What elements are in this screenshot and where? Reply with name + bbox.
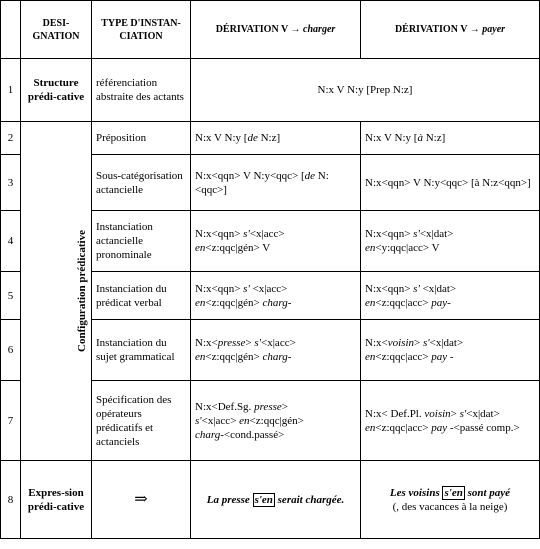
payer-cell: N:x<qqn> V N:y<qqc> [à N:z<qqn>] <box>361 155 540 211</box>
type-cell: Sous-catégorisation actancielle <box>92 155 191 211</box>
header-empty <box>1 1 21 59</box>
charger-cell: N:x<qqn> V N:y<qqc> [de N:<qqc>] <box>191 155 361 211</box>
designation-cell: Structure prédi-cative <box>21 59 92 122</box>
payer-example: Les voisins s'en sont payé (, des vacances à la neige) <box>361 461 540 539</box>
row-number: 2 <box>1 122 21 155</box>
group-label-cell <box>21 122 92 461</box>
payer-cell: N:x<qqn> s'<x|dat> en<y:qqc|acc> V <box>361 211 540 272</box>
designation-cell: Expres-sion prédi-cative <box>21 461 92 539</box>
row-number: 4 <box>1 211 21 272</box>
type-cell: Instanciation du sujet grammatical <box>92 320 191 381</box>
row-number: 5 <box>1 272 21 320</box>
group-label: Configuration prédicative <box>75 230 88 352</box>
row-number: 3 <box>1 155 21 211</box>
header-charger: DÉRIVATION V → charger <box>191 1 361 59</box>
payer-cell: N:x< Def.Pl. voisin> s'<x|dat> en<z:qqc|acc> pay -<passé comp.> <box>361 381 540 461</box>
table-row <box>1 59 540 122</box>
payer-cell: N:x<voisin> s'<x|dat> en<z:qqc|acc> pay - <box>361 320 540 381</box>
header-row <box>1 1 540 59</box>
charger-cell: N:x<qqn> s' <x|acc> en<z:qqc|gén> charg- <box>191 272 361 320</box>
payer-cell: N:x<qqn> s' <x|dat> en<z:qqc|acc> pay- <box>361 272 540 320</box>
type-cell: référenciation abstraite des actants <box>92 59 191 122</box>
pronoun-box: s'en <box>254 493 273 506</box>
charger-example: La presse s'en serait chargée. <box>191 461 361 539</box>
row-number: 7 <box>1 381 21 461</box>
header-payer: DÉRIVATION V → payer <box>361 1 540 59</box>
implies-arrow-icon: ⇒ <box>92 461 191 539</box>
charger-cell: N:x<qqn> s'<x|acc> en<z:qqc|gén> V <box>191 211 361 272</box>
type-cell: Instanciation actancielle pronominale <box>92 211 191 272</box>
type-cell: Instanciation du prédicat verbal <box>92 272 191 320</box>
arrow-icon: → <box>290 24 301 35</box>
pronoun-box: s'en <box>444 486 463 499</box>
charger-cell: N:x<presse> s'<x|acc> en<z:qqc|gén> charg- <box>191 320 361 381</box>
payer-cell: N:x V N:y [à N:z] <box>361 122 540 155</box>
header-type: TYPE D'INSTAN-CIATION <box>92 1 191 59</box>
arrow-icon: → <box>469 24 480 35</box>
type-cell: Préposition <box>92 122 191 155</box>
charger-cell: N:x<Def.Sg. presse> s'<x|acc> en<z:qqc|gén> charg-<cond.passé> <box>191 381 361 461</box>
row-number: 1 <box>1 59 21 122</box>
charger-cell: N:x V N:y [de N:z] <box>191 122 361 155</box>
header-designation: DESI-GNATION <box>21 1 92 59</box>
type-cell: Spécification des opérateurs prédicatifs et actanciels <box>92 381 191 461</box>
table-row <box>1 461 540 539</box>
row-number: 8 <box>1 461 21 539</box>
table-row <box>1 122 540 155</box>
row-number: 6 <box>1 320 21 381</box>
formula-cell: N:x V N:y [Prep N:z] <box>191 59 540 122</box>
